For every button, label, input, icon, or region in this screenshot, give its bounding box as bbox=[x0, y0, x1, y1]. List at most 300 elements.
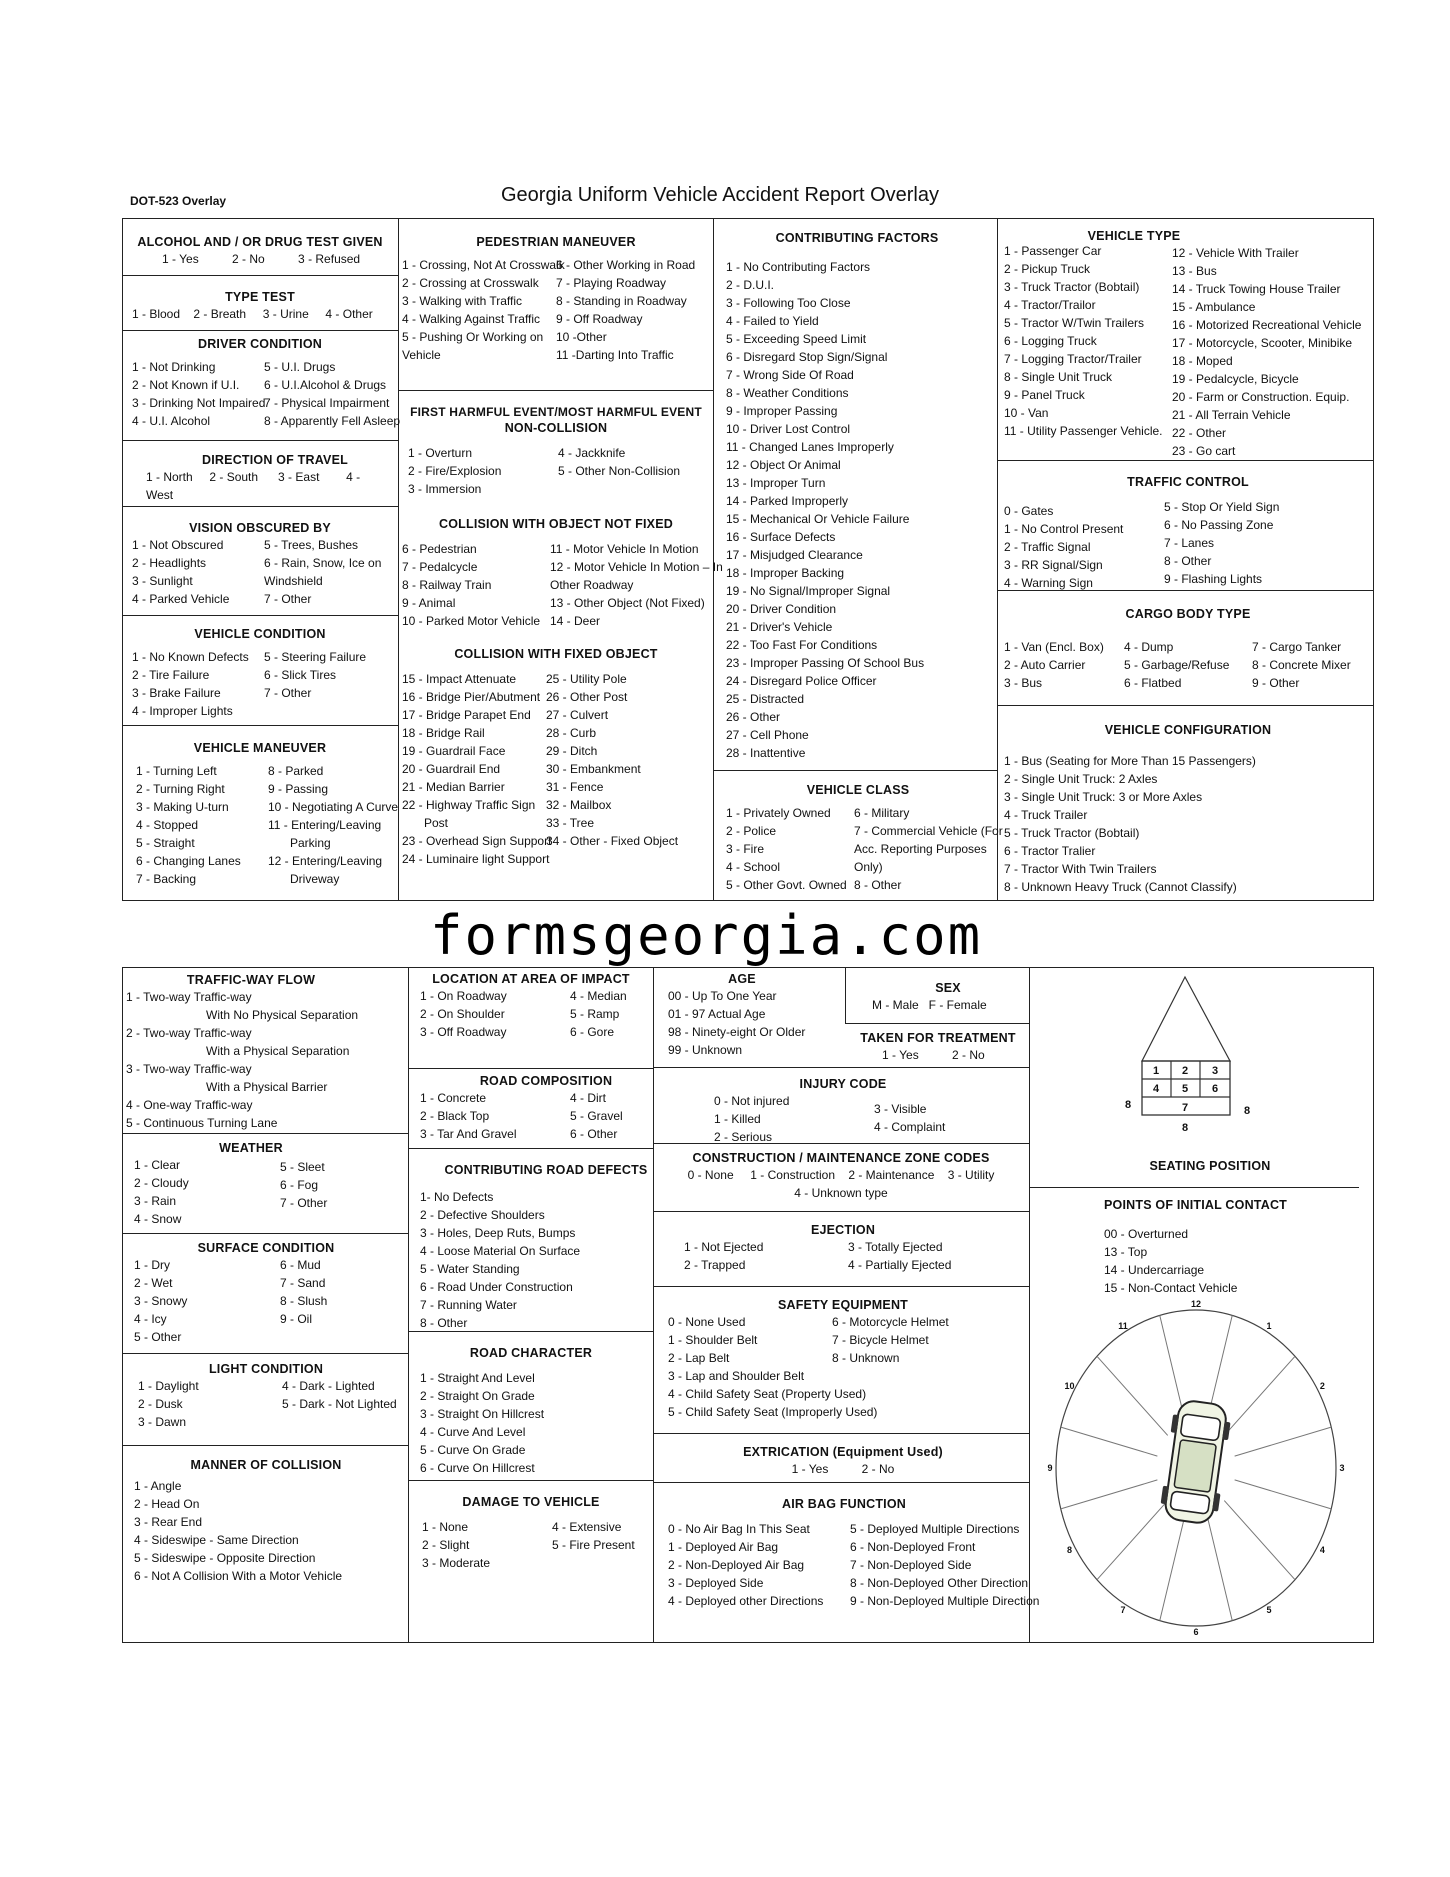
list-item: 1 - Van (Encl. Box) bbox=[1004, 640, 1104, 654]
initial-contact-section bbox=[1036, 1197, 1366, 1297]
seat-1: 1 bbox=[1152, 1065, 1160, 1077]
clock-spoke bbox=[1235, 1427, 1332, 1456]
list-item: 7 - Running Water bbox=[420, 1298, 517, 1312]
road-defects-title: CONTRIBUTING ROAD DEFECTS bbox=[444, 1163, 648, 1177]
list-item: 27 - Culvert bbox=[546, 708, 609, 722]
clock-label: 6 bbox=[1193, 1627, 1199, 1637]
light-title: LIGHT CONDITION bbox=[208, 1362, 324, 1376]
vehicle-type-section bbox=[1004, 226, 1372, 460]
list-item: 4 - Sideswipe - Same Direction bbox=[134, 1533, 299, 1547]
list-item: With No Physical Separation bbox=[206, 1008, 359, 1022]
list-item: Windshield bbox=[264, 574, 323, 588]
list-item: 26 - Other Post bbox=[546, 690, 628, 704]
list-item: 4 - Curve And Level bbox=[420, 1425, 526, 1439]
direction-options-cont: West bbox=[146, 488, 174, 502]
vehicle-type-title: VEHICLE TYPE bbox=[1087, 229, 1181, 243]
list-item: 11 - Changed Lanes Improperly bbox=[726, 440, 894, 454]
construction-options: 0 - None 1 - Construction 2 - Maintenance 3 - Utility bbox=[687, 1168, 995, 1182]
list-item: 5 - Stop Or Yield Sign bbox=[1164, 500, 1280, 514]
clock-label: 8 bbox=[1067, 1545, 1073, 1555]
list-item: 6 - Curve On Hillcrest bbox=[420, 1461, 535, 1475]
list-item: 4 - Child Safety Seat (Property Used) bbox=[668, 1387, 867, 1401]
list-item: 2 - Headlights bbox=[132, 556, 207, 570]
list-item: 2 - Cloudy bbox=[134, 1176, 189, 1190]
direction-options: 1 - North 2 - South 3 - East 4 - bbox=[146, 470, 361, 484]
clock-label: 2 bbox=[1319, 1381, 1325, 1391]
list-item: 18 - Moped bbox=[1172, 354, 1233, 368]
clock-spoke bbox=[1224, 1501, 1295, 1580]
clock-spoke bbox=[1061, 1480, 1158, 1509]
treatment-options: 1 - Yes 2 - No bbox=[882, 1048, 985, 1062]
list-item: 8 - Single Unit Truck bbox=[1004, 370, 1113, 384]
injury-title: INJURY CODE bbox=[799, 1077, 887, 1091]
list-item: 20 - Guardrail End bbox=[402, 762, 501, 776]
list-item: 6 - Disregard Stop Sign/Signal bbox=[726, 350, 888, 364]
list-item: 14 - Undercarriage bbox=[1104, 1263, 1205, 1277]
list-item: 1 - Dry bbox=[134, 1258, 170, 1272]
list-item: 2 - Serious bbox=[714, 1130, 773, 1144]
list-item: 3 - Brake Failure bbox=[132, 686, 221, 700]
list-item: 1 - None bbox=[422, 1520, 469, 1534]
sex-options: M - Male F - Female bbox=[872, 998, 987, 1012]
list-item: 7 - Bicycle Helmet bbox=[832, 1333, 929, 1347]
alcohol-test-options: 1 - Yes 2 - No 3 - Refused bbox=[162, 252, 361, 266]
list-item: 4 - Extensive bbox=[552, 1520, 622, 1534]
list-item: 5 - Deployed Multiple Directions bbox=[850, 1522, 1020, 1536]
vehicle-condition-title: VEHICLE CONDITION bbox=[194, 627, 326, 641]
extrication-title: EXTRICATION (Equipment Used) bbox=[743, 1445, 943, 1459]
sex-section bbox=[848, 980, 1028, 1014]
list-item: 6 - Motorcycle Helmet bbox=[832, 1315, 949, 1329]
clock-label: 5 bbox=[1266, 1605, 1272, 1616]
list-item: 34 - Other - Fixed Object bbox=[546, 834, 679, 848]
contributing-factors-title: CONTRIBUTING FACTORS bbox=[775, 231, 939, 245]
list-item: 6 - No Passing Zone bbox=[1164, 518, 1274, 532]
list-item: 5 - Ramp bbox=[570, 1007, 620, 1021]
list-item: 1 - Bus (Seating for More Than 15 Passengers) bbox=[1004, 754, 1256, 768]
list-item: 23 - Improper Passing Of School Bus bbox=[726, 656, 925, 670]
list-item: 22 - Highway Traffic Sign bbox=[402, 798, 536, 812]
list-item: 0 - Not injured bbox=[714, 1094, 790, 1108]
collision-not-fixed-title: COLLISION WITH OBJECT NOT FIXED bbox=[439, 517, 673, 531]
list-item: 7 - Other bbox=[264, 592, 312, 606]
list-item: 1- No Defects bbox=[420, 1190, 494, 1204]
seat-5: 5 bbox=[1181, 1083, 1189, 1095]
list-item: 13 - Top bbox=[1104, 1245, 1148, 1259]
list-item: 8 - Other bbox=[854, 878, 902, 892]
list-item: 8 - Parked bbox=[268, 764, 324, 778]
list-item: 5 - Gravel bbox=[570, 1109, 623, 1123]
list-item: 6 - Military bbox=[854, 806, 910, 820]
list-item: 4 - Dump bbox=[1124, 640, 1174, 654]
list-item: 3 - Immersion bbox=[408, 482, 482, 496]
seat-2: 2 bbox=[1181, 1065, 1189, 1077]
seat-4: 4 bbox=[1152, 1083, 1160, 1095]
injury-section bbox=[660, 1076, 1026, 1146]
list-item: 4 - Stopped bbox=[136, 818, 199, 832]
contributing-factors-section bbox=[720, 230, 994, 762]
list-item: 2 - Pickup Truck bbox=[1004, 262, 1091, 276]
list-item: 5 - Straight bbox=[136, 836, 195, 850]
list-item: 11 - Entering/Leaving bbox=[268, 818, 382, 832]
list-item: 2 - Dusk bbox=[138, 1397, 183, 1411]
list-item: 22 - Other bbox=[1172, 426, 1227, 440]
list-item: 3 - Dawn bbox=[138, 1415, 187, 1429]
page-title: Georgia Uniform Vehicle Accident Report Overlay bbox=[501, 184, 939, 206]
weather-section bbox=[126, 1140, 406, 1228]
collision-fixed-section bbox=[402, 646, 710, 868]
list-item: 4 - One-way Traffic-way bbox=[126, 1098, 253, 1112]
list-item: 27 - Cell Phone bbox=[726, 728, 809, 742]
damage-title: DAMAGE TO VEHICLE bbox=[462, 1495, 600, 1509]
list-item: 12 - Entering/Leaving bbox=[268, 854, 383, 868]
list-item: 6 - Mud bbox=[280, 1258, 321, 1272]
list-item: 9 - Oil bbox=[280, 1312, 313, 1326]
seating-title: SEATING POSITION bbox=[1149, 1159, 1271, 1173]
vehicle-class-section bbox=[720, 782, 1003, 894]
type-test-title: TYPE TEST bbox=[225, 290, 295, 304]
list-item: 6 - Non-Deployed Front bbox=[850, 1540, 976, 1554]
list-item: 18 - Improper Backing bbox=[726, 566, 845, 580]
list-item: 10 - Parked Motor Vehicle bbox=[402, 614, 541, 628]
list-item: 6 - Tractor Tralier bbox=[1004, 844, 1096, 858]
list-item: 7 - Playing Roadway bbox=[556, 276, 667, 290]
list-item: 8 - Other bbox=[420, 1316, 468, 1330]
list-item: 6 - Rain, Snow, Ice on bbox=[264, 556, 382, 570]
list-item: 3 - Snowy bbox=[134, 1294, 188, 1308]
list-item: 14 - Deer bbox=[550, 614, 601, 628]
road-char-title: ROAD CHARACTER bbox=[469, 1346, 593, 1360]
list-item: 6 - Other bbox=[570, 1127, 618, 1141]
list-item: 5 - Tractor W/Twin Trailers bbox=[1004, 316, 1145, 330]
driver-condition-section bbox=[124, 336, 401, 430]
list-item: 7 - Other bbox=[280, 1196, 328, 1210]
list-item: 5 - Child Safety Seat (Improperly Used) bbox=[668, 1405, 878, 1419]
form-id: DOT-523 Overlay bbox=[130, 194, 227, 208]
list-item: 4 - Walking Against Traffic bbox=[402, 312, 541, 326]
list-item: 5 - Water Standing bbox=[420, 1262, 520, 1276]
list-item: 4 - Dirt bbox=[570, 1091, 606, 1105]
list-item: 2 - Two-way Traffic-way bbox=[126, 1026, 252, 1040]
list-item: 3 - Holes, Deep Ruts, Bumps bbox=[420, 1226, 576, 1240]
clock-label: 4 bbox=[1319, 1545, 1325, 1555]
list-item: 30 - Embankment bbox=[546, 762, 641, 776]
list-item: 5 - Pushing Or Working on bbox=[402, 330, 544, 344]
list-item: 19 - Guardrail Face bbox=[402, 744, 506, 758]
surface-title: SURFACE CONDITION bbox=[197, 1241, 335, 1255]
list-item: 1 - Two-way Traffic-way bbox=[126, 990, 252, 1004]
list-item: 15 - Mechanical Or Vehicle Failure bbox=[726, 512, 910, 526]
list-item: 15 - Impact Attenuate bbox=[402, 672, 517, 686]
first-harmful-section bbox=[402, 404, 710, 498]
list-item: 2 - Black Top bbox=[420, 1109, 490, 1123]
list-item: 3 - Moderate bbox=[422, 1556, 491, 1570]
list-item: 2 - Fire/Explosion bbox=[408, 464, 502, 478]
seat-7: 7 bbox=[1181, 1102, 1189, 1114]
list-item: 2 - Non-Deployed Air Bag bbox=[668, 1558, 805, 1572]
list-item: 5 - Other Govt. Owned bbox=[726, 878, 847, 892]
trafficway-title: TRAFFIC-WAY FLOW bbox=[186, 973, 316, 987]
construction-options-cont: 4 - Unknown type bbox=[794, 1186, 888, 1200]
list-item: 2 - Turning Right bbox=[136, 782, 225, 796]
list-item: 15 - Non-Contact Vehicle bbox=[1104, 1281, 1238, 1295]
list-item: 1 - Concrete bbox=[420, 1091, 487, 1105]
airbag-title: AIR BAG FUNCTION bbox=[781, 1497, 907, 1511]
list-item: 9 - Animal bbox=[402, 596, 456, 610]
list-item: 10 - Negotiating A Curve bbox=[268, 800, 399, 814]
seat-8-left: 8 bbox=[1124, 1099, 1132, 1111]
list-item: 11 - Motor Vehicle In Motion bbox=[550, 542, 699, 556]
ejection-section bbox=[660, 1222, 1026, 1274]
vision-title: VISION OBSCURED BY bbox=[189, 521, 331, 535]
clock-label: 11 bbox=[1118, 1320, 1128, 1331]
list-item: 12 - Motor Vehicle In Motion – In bbox=[550, 560, 723, 574]
list-item: 24 - Luminaire light Support bbox=[402, 852, 550, 866]
list-item: 7 - Other bbox=[264, 686, 312, 700]
list-item: 16 - Surface Defects bbox=[726, 530, 836, 544]
list-item: 18 - Bridge Rail bbox=[402, 726, 485, 740]
list-item: 4 - Improper Lights bbox=[132, 704, 233, 718]
list-item: 1 - Killed bbox=[714, 1112, 761, 1126]
list-item: 5 - Trees, Bushes bbox=[264, 538, 359, 552]
list-item: 19 - Pedalcycle, Bicycle bbox=[1172, 372, 1299, 386]
list-item: 3 - Sunlight bbox=[132, 574, 193, 588]
list-item: Parking bbox=[290, 836, 331, 850]
list-item: 0 - Gates bbox=[1004, 504, 1054, 518]
list-item: 9 - Non-Deployed Multiple Direction bbox=[850, 1594, 1040, 1608]
list-item: 6 - Changing Lanes bbox=[136, 854, 241, 868]
list-item: 9 - Flashing Lights bbox=[1164, 572, 1263, 586]
collision-fixed-title: COLLISION WITH FIXED OBJECT bbox=[454, 647, 658, 661]
list-item: 1 - Clear bbox=[134, 1158, 181, 1172]
vehicle-config-section bbox=[1004, 722, 1372, 896]
list-item: 9 - Other bbox=[1252, 676, 1300, 690]
clock-label: 3 bbox=[1339, 1463, 1345, 1473]
list-item: 10 -Other bbox=[556, 330, 607, 344]
manner-section bbox=[126, 1457, 406, 1585]
damage-section bbox=[412, 1494, 650, 1572]
car-top-view-icon bbox=[1159, 1399, 1233, 1526]
list-item: 7 - Physical Impairment bbox=[264, 396, 390, 410]
list-item: 5 - Other bbox=[134, 1330, 182, 1344]
list-item: 2 - Trapped bbox=[684, 1258, 746, 1272]
list-item: 7 - Non-Deployed Side bbox=[850, 1558, 972, 1572]
list-item: 3 - Off Roadway bbox=[420, 1025, 507, 1039]
list-item: 5 - Dark - Not Lighted bbox=[282, 1397, 397, 1411]
clock-label: 9 bbox=[1047, 1463, 1053, 1473]
list-item: 10 - Driver Lost Control bbox=[726, 422, 851, 436]
type-test-options: 1 - Blood 2 - Breath 3 - Urine 4 - Other bbox=[132, 307, 373, 321]
list-item: 8 - Weather Conditions bbox=[726, 386, 849, 400]
list-item: 8 - Other bbox=[1164, 554, 1212, 568]
list-item: 2 - Traffic Signal bbox=[1004, 540, 1091, 554]
list-item: 4 - Deployed other Directions bbox=[668, 1594, 824, 1608]
seat-6: 6 bbox=[1211, 1083, 1219, 1095]
list-item: 1 - No Control Present bbox=[1004, 522, 1124, 536]
traffic-control-title: TRAFFIC CONTROL bbox=[1127, 475, 1249, 489]
list-item: 4 - Snow bbox=[134, 1212, 182, 1226]
type-test-section bbox=[124, 289, 396, 323]
treatment-section bbox=[848, 1030, 1028, 1064]
list-item: 9 - Improper Passing bbox=[726, 404, 838, 418]
list-item: 4 - Tractor/Trailor bbox=[1004, 298, 1096, 312]
list-item: 4 - Complaint bbox=[874, 1120, 946, 1134]
list-item: 98 - Ninety-eight Or Older bbox=[668, 1025, 806, 1039]
list-item: 1 - Overturn bbox=[408, 446, 473, 460]
list-item: 2 - Straight On Grade bbox=[420, 1389, 535, 1403]
seating-diagram bbox=[1120, 975, 1290, 1155]
direction-section bbox=[124, 452, 396, 504]
clock-spoke bbox=[1206, 1512, 1232, 1620]
alcohol-test-title: ALCOHOL AND / OR DRUG TEST GIVEN bbox=[137, 235, 383, 249]
list-item: 1 - Privately Owned bbox=[726, 806, 831, 820]
clock-label: 1 bbox=[1266, 1320, 1272, 1331]
list-item: 1 - Not Drinking bbox=[132, 360, 216, 374]
first-harmful-subtitle: NON-COLLISION bbox=[504, 421, 608, 435]
list-item: 8 - Non-Deployed Other Direction bbox=[850, 1576, 1029, 1590]
list-item: 23 - Overhead Sign Support bbox=[402, 834, 552, 848]
seating-section bbox=[1140, 1158, 1280, 1174]
list-item: Driveway bbox=[290, 872, 340, 886]
list-item: 2 - Head On bbox=[134, 1497, 200, 1511]
list-item: 6 - Logging Truck bbox=[1004, 334, 1097, 348]
list-item: 4 - Jackknife bbox=[558, 446, 626, 460]
list-item: 1 - On Roadway bbox=[420, 989, 507, 1003]
list-item: 11 - Utility Passenger Vehicle. bbox=[1004, 424, 1163, 438]
list-item: 2 - Tire Failure bbox=[132, 668, 210, 682]
list-item: 0 - No Air Bag In This Seat bbox=[668, 1522, 810, 1536]
list-item: 4 - Partially Ejected bbox=[848, 1258, 952, 1272]
list-item: With a Physical Barrier bbox=[206, 1080, 328, 1094]
surface-section bbox=[126, 1240, 406, 1346]
clock-spoke bbox=[1235, 1480, 1332, 1509]
list-item: 21 - Median Barrier bbox=[402, 780, 505, 794]
list-item: 21 - All Terrain Vehicle bbox=[1172, 408, 1291, 422]
list-item: 1 - Shoulder Belt bbox=[668, 1333, 758, 1347]
vehicle-class-title: VEHICLE CLASS bbox=[806, 783, 910, 797]
direction-title: DIRECTION OF TRAVEL bbox=[202, 453, 348, 467]
list-item: Other Roadway bbox=[550, 578, 634, 592]
list-item: 8 - Standing in Roadway bbox=[556, 294, 687, 308]
list-item: 20 - Driver Condition bbox=[726, 602, 837, 616]
vehicle-front-triangle bbox=[1142, 977, 1230, 1061]
clock-spoke bbox=[1097, 1501, 1168, 1580]
list-item: 25 - Utility Pole bbox=[546, 672, 627, 686]
list-item: 7 - Tractor With Twin Trailers bbox=[1004, 862, 1157, 876]
list-item: 5 - Other Non-Collision bbox=[558, 464, 681, 478]
list-item: 7 - Pedalcycle bbox=[402, 560, 478, 574]
pedestrian-section bbox=[402, 234, 710, 364]
list-item: 5 - Curve On Grade bbox=[420, 1443, 526, 1457]
list-item: 29 - Ditch bbox=[546, 744, 598, 758]
list-item: 10 - Van bbox=[1004, 406, 1049, 420]
watermark-text: formsgeorgia.com bbox=[430, 904, 983, 967]
list-item: 23 - Go cart bbox=[1172, 444, 1236, 458]
list-item: 6 - Flatbed bbox=[1124, 676, 1182, 690]
list-item: 99 - Unknown bbox=[668, 1043, 743, 1057]
safety-title: SAFETY EQUIPMENT bbox=[777, 1298, 909, 1312]
list-item: 6 - Gore bbox=[570, 1025, 615, 1039]
list-item: 6 - U.I.Alcohol & Drugs bbox=[264, 378, 387, 392]
list-item: 4 - Dark - Lighted bbox=[282, 1379, 375, 1393]
list-item: 1 - No Known Defects bbox=[132, 650, 249, 664]
list-item: 17 - Bridge Parapet End bbox=[402, 708, 531, 722]
list-item: 9 - Panel Truck bbox=[1004, 388, 1085, 402]
list-item: 3 - Single Unit Truck: 3 or More Axles bbox=[1004, 790, 1203, 804]
road-char-section bbox=[412, 1345, 650, 1477]
list-item: 11 -Darting Into Traffic bbox=[556, 348, 674, 362]
clock-label: 10 bbox=[1064, 1381, 1075, 1391]
list-item: 31 - Fence bbox=[546, 780, 604, 794]
collision-not-fixed-section bbox=[402, 516, 723, 630]
list-item: 21 - Driver's Vehicle bbox=[726, 620, 833, 634]
ejection-title: EJECTION bbox=[810, 1223, 876, 1237]
list-item: 17 - Motorcycle, Scooter, Minibike bbox=[1172, 336, 1353, 350]
list-item: 4 - Failed to Yield bbox=[726, 314, 819, 328]
weather-title: WEATHER bbox=[219, 1141, 283, 1155]
list-item: 2 - Single Unit Truck: 2 Axles bbox=[1004, 772, 1158, 786]
contact-clock-diagram bbox=[1047, 1290, 1350, 1640]
list-item: 17 - Misjudged Clearance bbox=[726, 548, 863, 562]
road-defects-section bbox=[412, 1162, 650, 1332]
list-item: 7 - Lanes bbox=[1164, 536, 1215, 550]
location-title: LOCATION AT AREA OF IMPACT bbox=[432, 972, 630, 986]
seat-3: 3 bbox=[1211, 1065, 1219, 1077]
list-item: Acc. Reporting Purposes bbox=[854, 842, 987, 856]
list-item: 5 - U.I. Drugs bbox=[264, 360, 336, 374]
list-item: 5 - Truck Tractor (Bobtail) bbox=[1004, 826, 1140, 840]
initial-contact-title: POINTS OF INITIAL CONTACT bbox=[1104, 1198, 1288, 1212]
list-item: 16 - Bridge Pier/Abutment bbox=[402, 690, 541, 704]
list-item: 1 - Crossing, Not At Crosswalk bbox=[402, 258, 565, 272]
list-item: 4 - Loose Material On Surface bbox=[420, 1244, 581, 1258]
traffic-control-section bbox=[1004, 474, 1372, 592]
list-item: Only) bbox=[854, 860, 883, 874]
list-item: 22 - Too Fast For Conditions bbox=[726, 638, 878, 652]
list-item: 2 - Wet bbox=[134, 1276, 173, 1290]
list-item: 14 - Truck Towing House Trailer bbox=[1172, 282, 1341, 296]
first-harmful-title: FIRST HARMFUL EVENT/MOST HARMFUL EVENT bbox=[410, 405, 702, 419]
list-item: 5 - Continuous Turning Lane bbox=[126, 1116, 278, 1130]
list-item: 9 - Passing bbox=[268, 782, 329, 796]
list-item: 2 - Defective Shoulders bbox=[420, 1208, 545, 1222]
list-item: 28 - Inattentive bbox=[726, 746, 806, 760]
clock-spoke bbox=[1061, 1427, 1158, 1456]
list-item: 3 - Drinking Not Impaired bbox=[132, 396, 266, 410]
list-item: Vehicle bbox=[402, 348, 441, 362]
list-item: 12 - Vehicle With Trailer bbox=[1172, 246, 1299, 260]
list-item: 25 - Distracted bbox=[726, 692, 805, 706]
seat-8-rear: 8 bbox=[1181, 1122, 1189, 1134]
list-item: 4 - Warning Sign bbox=[1004, 576, 1093, 590]
list-item: 7 - Logging Tractor/Trailer bbox=[1004, 352, 1142, 366]
list-item: 4 - Truck Trailer bbox=[1004, 808, 1088, 822]
list-item: 2 - Auto Carrier bbox=[1004, 658, 1086, 672]
trafficway-section bbox=[126, 972, 406, 1132]
list-item: 13 - Improper Turn bbox=[726, 476, 826, 490]
list-item: 6 - Fog bbox=[280, 1178, 319, 1192]
list-item: 2 - Lap Belt bbox=[668, 1351, 730, 1365]
list-item: 6 - Not A Collision With a Motor Vehicle bbox=[134, 1569, 343, 1583]
list-item: 3 - Bus bbox=[1004, 676, 1043, 690]
list-item: 2 - Not Known if U.I. bbox=[132, 378, 240, 392]
list-item: 3 - Making U-turn bbox=[136, 800, 229, 814]
list-item: 0 - None Used bbox=[668, 1315, 746, 1329]
list-item: 16 - Motorized Recreational Vehicle bbox=[1172, 318, 1362, 332]
list-item: With a Physical Separation bbox=[206, 1044, 350, 1058]
list-item: 7 - Wrong Side Of Road bbox=[726, 368, 854, 382]
treatment-title: TAKEN FOR TREATMENT bbox=[860, 1031, 1016, 1045]
